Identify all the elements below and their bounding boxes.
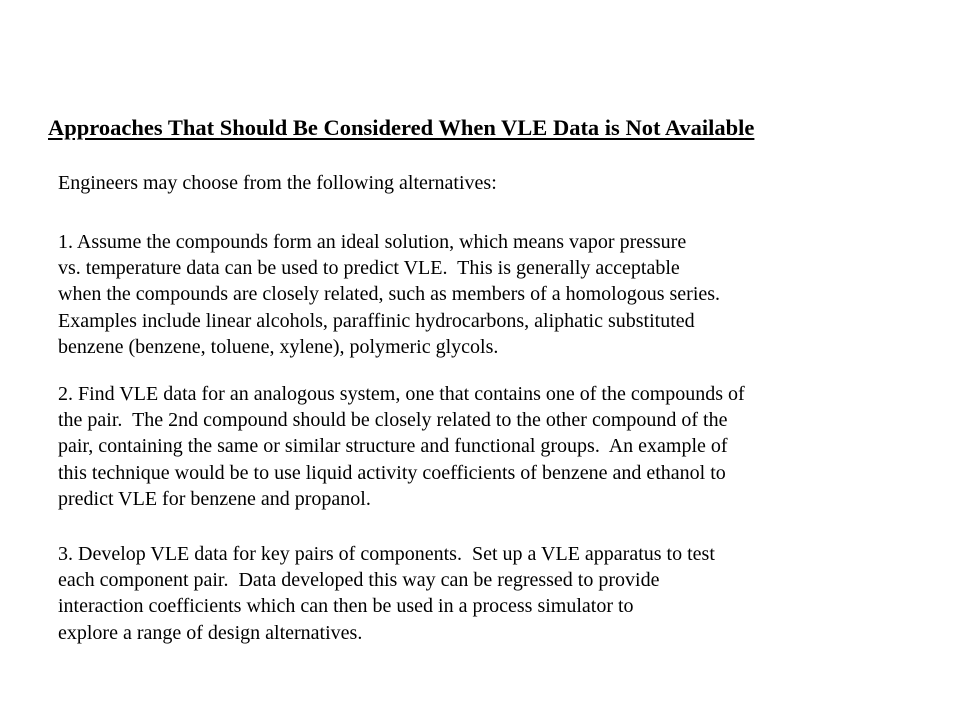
paragraph-line: 1. Assume the compounds form an ideal solution, which means vapor pressure (58, 231, 687, 253)
paragraph-line: the pair. The 2nd compound should be closely related to the other compound of the (58, 409, 728, 432)
paragraph-line: vs. temperature data can be used to predict VLE. This is generally acceptable (58, 257, 680, 280)
intro-text: Engineers may choose from the following alternatives: (58, 172, 497, 194)
paragraph-line: 2. Find VLE data for an analogous system, one that contains one of the compounds of (58, 383, 745, 405)
paragraph-line: predict VLE for benzene and propanol. (58, 487, 371, 510)
alternative-1-paragraph (58, 229, 948, 360)
paragraph-line: each component pair. Data developed this way can be regressed to provide (58, 569, 660, 592)
alternative-2-paragraph (58, 381, 948, 512)
alternative-3-paragraph (58, 541, 948, 646)
paragraph-line: interaction coefficients which can then be used in a process simulator to (58, 595, 634, 618)
paragraph-line: Examples include linear alcohols, paraffinic hydrocarbons, aliphatic substituted (58, 309, 695, 332)
paragraph-line: when the compounds are closely related, such as members of a homologous series. (58, 283, 721, 306)
paragraph-line: explore a range of design alternatives. (58, 621, 363, 644)
paragraph-line: pair, containing the same or similar structure and functional groups. An example of (58, 435, 728, 458)
paragraph-line: benzene (benzene, toluene, xylene), polymeric glycols. (58, 335, 499, 358)
slide-title: Approaches That Should Be Considered When VLE Data is Not Available (48, 115, 755, 140)
paragraph-line: this technique would be to use liquid activity coefficients of benzene and ethanol to (58, 461, 726, 484)
paragraph-line: 3. Develop VLE data for key pairs of components. Set up a VLE apparatus to test (58, 543, 715, 565)
